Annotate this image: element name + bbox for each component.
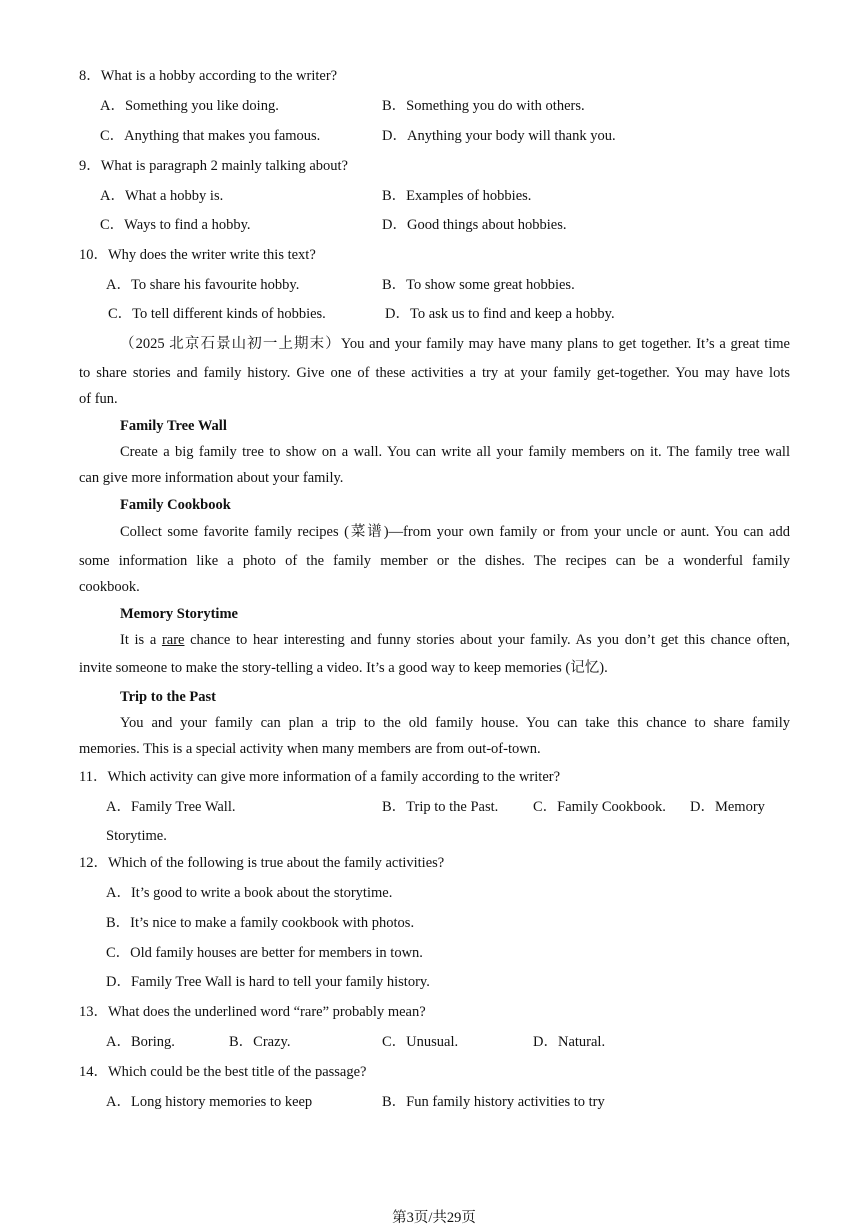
question-9-option-b: B．Examples of hobbies. (382, 188, 532, 204)
memory-storytime-text-after: chance to hear interesting and funny stories about your family. As you don’t get this chance often, (184, 632, 790, 648)
question-13-option-d: D．Natural. (533, 1034, 606, 1050)
question-8-option-b: B．Something you do with others. (382, 98, 585, 114)
question-10-option-d: D．To ask us to find and keep a hobby. (385, 306, 615, 322)
section-heading-trip-to-the-past: Trip to the Past (120, 689, 216, 705)
question-9-option-a: A．What a hobby is. (100, 188, 224, 204)
page-number-footer: 第3页/共29页 (392, 1210, 476, 1226)
question-9-option-d: D．Good things about hobbies. (382, 217, 567, 233)
question-13-option-a: A．Boring. (106, 1034, 175, 1050)
trip-to-the-past-line-1: You and your family can plan a trip to the old family house. You can take this chance to share family (120, 715, 790, 731)
question-8-option-a: A．Something you like doing. (100, 98, 279, 114)
section-heading-family-tree-wall: Family Tree Wall (120, 418, 227, 434)
question-8-option-d: D．Anything your body will thank you. (382, 128, 616, 144)
question-8-stem: 8．What is a hobby according to the writer? (79, 68, 338, 84)
memory-storytime-line-2: invite someone to make the story-telling a video. It’s a good way to keep memories (记忆). (79, 660, 608, 676)
passage-intro-line-3: of fun. (79, 391, 118, 407)
section-heading-family-cookbook: Family Cookbook (120, 497, 231, 513)
question-11-option-d: D．Memory (690, 799, 765, 815)
family-tree-wall-line-1: Create a big family tree to show on a wall. You can write all your family members on it. The family tree wall (120, 444, 790, 460)
question-11-option-c: C．Family Cookbook. (533, 799, 666, 815)
question-14-option-b: B．Fun family history activities to try (382, 1094, 605, 1110)
question-12-option-b: B．It’s nice to make a family cookbook with photos. (106, 915, 415, 931)
question-13-option-c: C．Unusual. (382, 1034, 459, 1050)
memory-storytime-line-1 (120, 630, 790, 650)
question-10-option-a: A．To share his favourite hobby. (106, 277, 300, 293)
underlined-word-rare: rare (161, 632, 185, 648)
passage-intro-line-2: to share stories and family history. Give one of these activities a try at your family get-together. You may have lots (79, 365, 790, 381)
family-cookbook-line-2: some information like a photo of the family member or the dishes. The recipes can be a wonderful family (79, 553, 790, 569)
trip-to-the-past-line-2: memories. This is a special activity when many members are from out-of-town. (79, 741, 541, 757)
question-14-stem: 14．Which could be the best title of the passage? (79, 1064, 367, 1080)
question-10-stem: 10．Why does the writer write this text? (79, 247, 316, 263)
question-12-option-c: C．Old family houses are better for members in town. (106, 945, 423, 961)
question-11-option-a: A．Family Tree Wall. (106, 799, 236, 815)
question-13-option-b: B．Crazy. (229, 1034, 291, 1050)
question-9-option-c: C．Ways to find a hobby. (100, 217, 251, 233)
family-cookbook-line-1: Collect some favorite family recipes (菜谱)—from your own family or from your uncle or aunt. You can add (120, 524, 790, 540)
question-14-option-a: A．Long history memories to keep (106, 1094, 313, 1110)
section-heading-memory-storytime: Memory Storytime (120, 606, 238, 622)
question-10-option-b: B．To show some great hobbies. (382, 277, 575, 293)
family-tree-wall-line-2: can give more information about your family. (79, 470, 344, 486)
question-11-option-d-wrap: Storytime. (106, 828, 167, 844)
question-12-option-a: A．It’s good to write a book about the storytime. (106, 885, 393, 901)
question-12-stem: 12．Which of the following is true about the family activities? (79, 855, 445, 871)
question-13-stem: 13．What does the underlined word “rare” probably mean? (79, 1004, 426, 1020)
question-11-stem: 11．Which activity can give more information of a family according to the writer? (79, 769, 561, 785)
passage-intro-line-1: （2025 北京石景山初一上期末）You and your family may have many plans to get together. It’s a great time (120, 336, 790, 352)
question-12-option-d: D．Family Tree Wall is hard to tell your family history. (106, 974, 430, 990)
family-cookbook-line-3: cookbook. (79, 579, 140, 595)
question-11-option-b: B．Trip to the Past. (382, 799, 499, 815)
memory-storytime-text-before: It is a (120, 632, 162, 648)
question-8-option-c: C．Anything that makes you famous. (100, 128, 321, 144)
question-9-stem: 9．What is paragraph 2 mainly talking about? (79, 158, 348, 174)
question-10-option-c: C．To tell different kinds of hobbies. (108, 306, 326, 322)
